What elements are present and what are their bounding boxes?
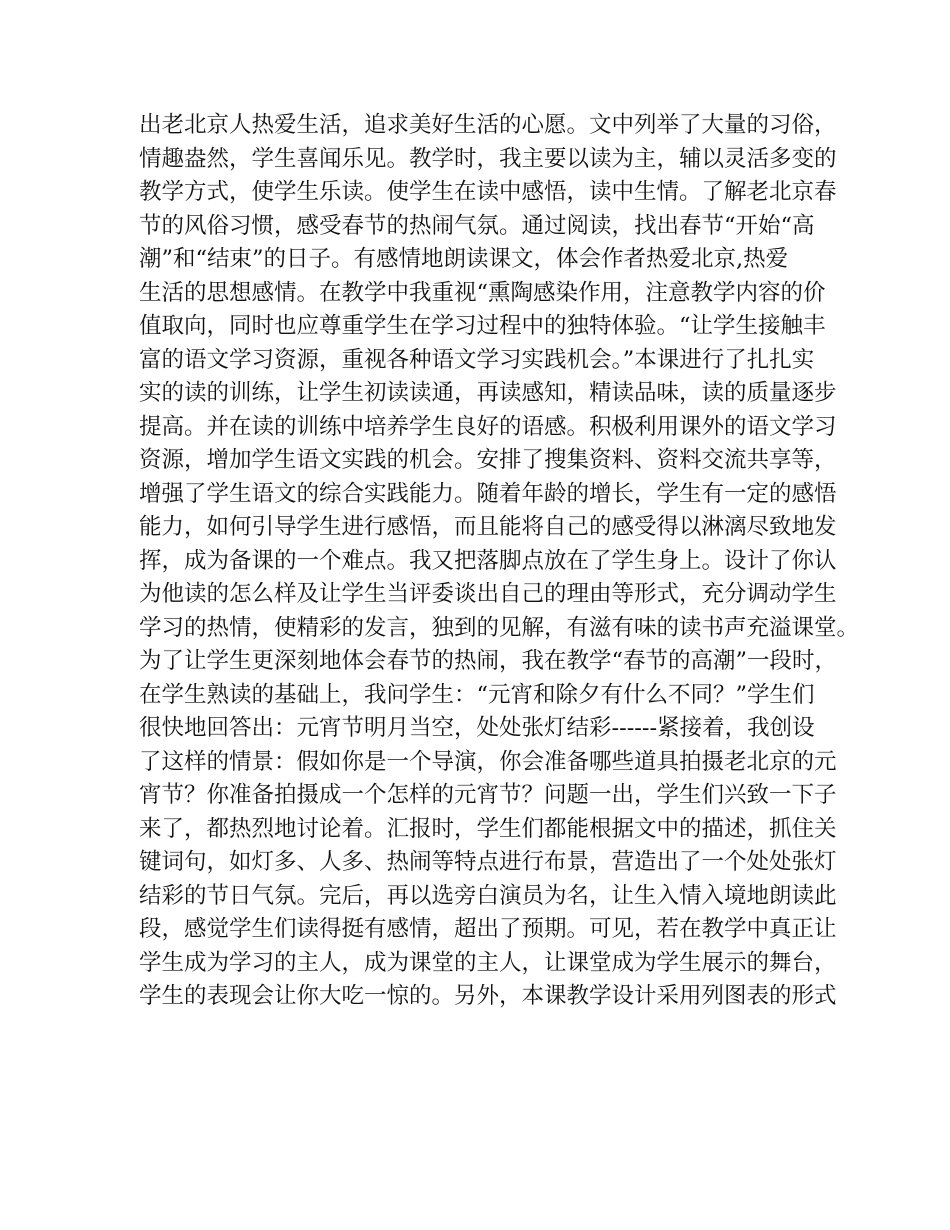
text-line: 宵节？你准备拍摄成一个怎样的元宵节？问题一出，学生们兴致一下子 (139, 782, 837, 808)
text-line: 在学生熟读的基础上，我问学生：“元宵和除夕有什么不同？”学生们 (139, 681, 815, 708)
text-line: 为他读的怎么样及让学生当评委谈出自己的理由等形式，充分调动学生 (139, 581, 837, 607)
body-text (139, 109, 860, 1014)
text-line: 情趣盎然，学生喜闻乐见。教学时，我主要以读为主，辅以灵活多变的 (139, 145, 837, 172)
text-line: 值取向，同时也应尊重学生在学习过程中的独特体验。“让学生接触丰 (139, 313, 826, 339)
text-line: 实的读的训练，让学生初读读通，再读感知，精读品味，读的质量逐步 (139, 380, 837, 406)
text-line: 资源，增加学生语文实践的机会。安排了搜集资料、资料交流共享等， (139, 447, 837, 473)
text-line: 节的风俗习惯，感受春节的热闹气氛。通过阅读，找出春节“开始“高 (139, 212, 815, 239)
text-line: 挥，成为备课的一个难点。我又把落脚点放在了学生身上。设计了你认 (139, 547, 837, 574)
text-line: 段，感觉学生们读得挺有感情，超出了预期。可见，若在教学中真正让 (139, 916, 837, 942)
text-line: 能力，如何引导学生进行感悟，而且能将自己的感受得以淋漓尽致地发 (139, 514, 837, 540)
text-line: 生活的思想感情。在教学中我重视“熏陶感染作用，注意教学内容的价 (139, 279, 826, 306)
text-line: 提高。并在读的训练中培养学生良好的语感。积极利用课外的语文学习 (139, 413, 837, 440)
text-line: 富的语文学习资源，重视各种语文学习实践机会。”本课进行了扎扎实 (139, 346, 815, 373)
text-line: 学生成为学习的主人，成为课堂的主人，让课堂成为学生展示的舞台， (139, 949, 837, 976)
text-line: 增强了学生语文的综合实践能力。随着年龄的增长，学生有一定的感悟 (139, 480, 837, 507)
text-line: 了这样的情景：假如你是一个导演，你会准备哪些道具拍摄老北京的元 (139, 748, 837, 775)
text-line: 结彩的节日气氛。完后，再以选旁白演员为名，让生入情入境地朗读此 (139, 882, 837, 909)
text-line: 很快地回答出：元宵节明月当空，处处张灯结彩------紧接着，我创设 (139, 715, 815, 741)
text-line: 为了让学生更深刻地体会春节的热闹，我在教学“春节的高潮”一段时， (139, 648, 838, 674)
text-line: 学习的热情，使精彩的发言，独到的见解，有滋有味的读书声充溢课堂。 (139, 614, 860, 641)
text-line: 教学方式，使学生乐读。使学生在读中感悟，读中生情。了解老北京春 (139, 179, 837, 205)
text-line: 潮”和“结束”的日子。有感情地朗读课文，体会作者热爱北京,热爱 (139, 246, 789, 272)
text-line: 出老北京人热爱生活，追求美好生活的心愿。文中列举了大量的习俗， (139, 112, 837, 138)
text-line: 学生的表现会让你大吃一惊的。另外，本课教学设计采用列图表的形式 (139, 983, 837, 1009)
text-line: 来了，都热烈地讨论着。汇报时，学生们都能根据文中的描述，抓住关 (139, 815, 837, 842)
text-line: 键词句，如灯多、人多、热闹等特点进行布景，营造出了一个处处张灯 (139, 849, 837, 875)
